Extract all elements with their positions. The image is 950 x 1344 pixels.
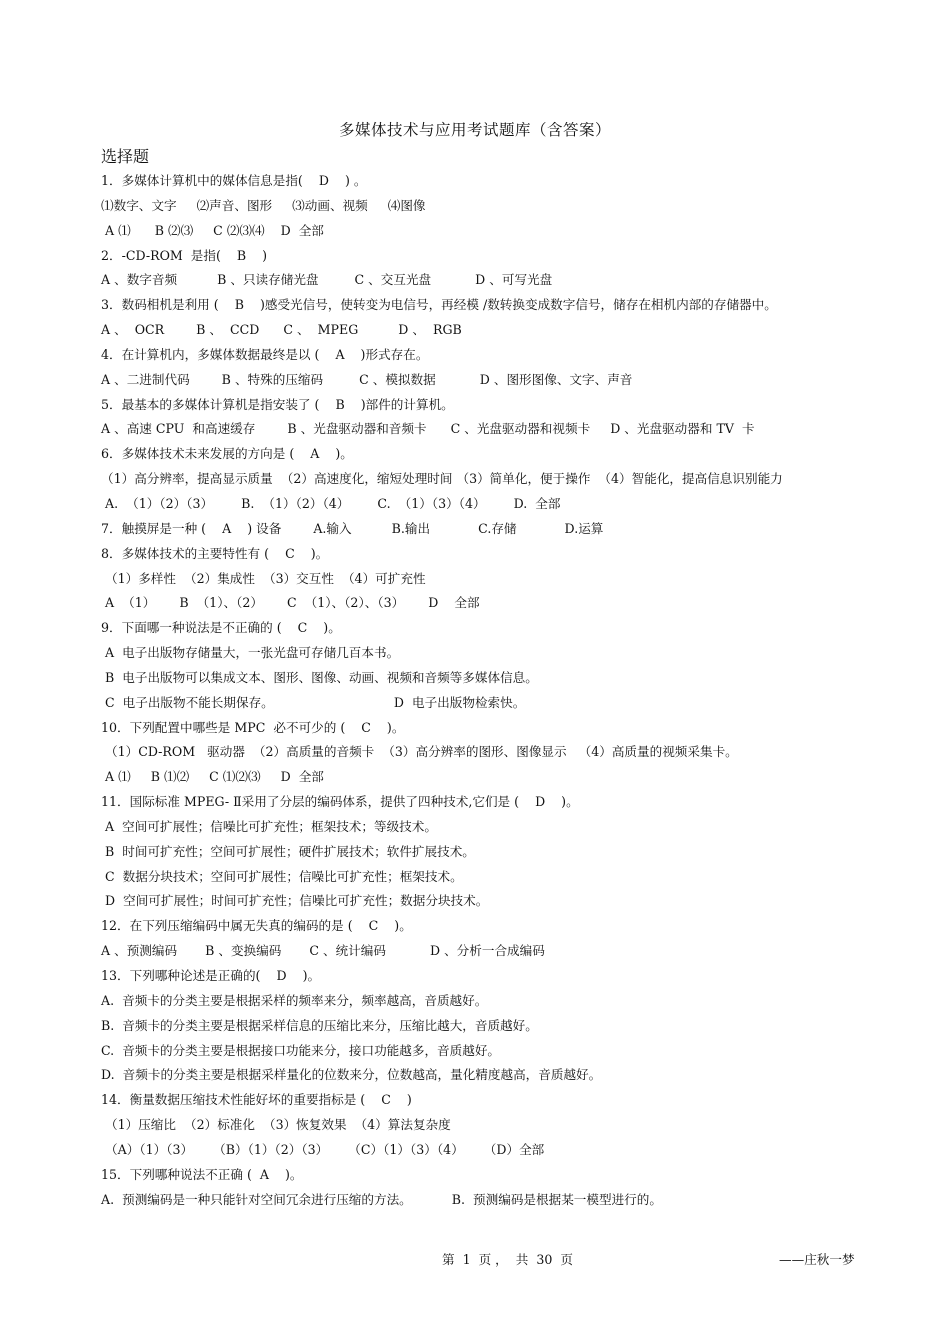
text-line: 15．下列哪种说法不正确 ( A )。 xyxy=(101,1166,303,1182)
text-line: 2．-CD-ROM 是指( B ) xyxy=(101,247,268,263)
text-line: A （1） B （1）、（2） C （1）、（2）、（3） D 全部 xyxy=(101,595,480,611)
text-line: A 空间可扩展性；信噪比可扩充性；框架技术；等级技术。 xyxy=(101,818,437,834)
text-line: 8．多媒体技术的主要特性有 ( C )。 xyxy=(101,545,329,561)
text-line: A ⑴ B ⑵⑶ C ⑵⑶⑷ D 全部 xyxy=(101,222,324,238)
text-line: A 、高速 CPU 和高速缓存 B 、光盘驱动器和音频卡 C 、光盘驱动器和视频卡 D 、光盘驱动器和 TV 卡 xyxy=(101,421,755,437)
text-line: A. 预测编码是一种只能针对空间冗余进行压缩的方法。 B. 预测编码是根据某一模型进行的。 xyxy=(101,1191,662,1207)
text-line: 5．最基本的多媒体计算机是指安装了 ( B )部件的计算机。 xyxy=(101,396,454,412)
text-line: A 、 OCR B 、 CCD C 、 MPEG D 、 RGB xyxy=(101,322,462,338)
question-list xyxy=(101,169,891,1212)
text-line: 6．多媒体技术未来发展的方向是 ( A )。 xyxy=(101,446,353,462)
text-line: 9．下面哪一种说法是不正确的 ( C )。 xyxy=(101,620,341,636)
text-line: 3．数码相机是利用 ( B )感受光信号，使转变为电信号，再经模 /数转换变成数字信号，储存在相机内部的存储器中。 xyxy=(101,297,777,313)
text-line: （1）高分辨率，提高显示质量 （2）高速度化，缩短处理时间 （3）简单化，便于操作 （4）智能化，提高信息识别能力 xyxy=(101,471,783,487)
text-line: 10．下列配置中哪些是 MPC 必不可少的 ( C )。 xyxy=(101,719,405,735)
text-line: 12．在下列压缩编码中属无失真的编码的是 ( C )。 xyxy=(101,918,412,934)
text-line: （1）压缩比 （2）标准化 （3）恢复效果 （4）算法复杂度 xyxy=(101,1117,451,1133)
footer-author: ——庄秋一梦 xyxy=(779,1252,855,1267)
text-line: C 电子出版物不能长期保存。 D 电子出版物检索快。 xyxy=(101,694,526,710)
text-line: （1）CD-ROM 驱动器 （2）高质量的音频卡 （3）高分辨率的图形、图像显示 （4）高质量的视频采集卡。 xyxy=(101,744,738,760)
text-line: B. 音频卡的分类主要是根据采样信息的压缩比来分，压缩比越大，音质越好。 xyxy=(101,1017,538,1033)
text-line: 13．下列哪种论述是正确的( D )。 xyxy=(101,968,321,983)
text-line: 1．多媒体计算机中的媒体信息是指( D ) 。 xyxy=(101,173,367,188)
text-line: 14．衡量数据压缩技术性能好坏的重要指标是 ( C ) xyxy=(101,1092,412,1108)
text-line: B 时间可扩充性；空间可扩展性；硬件扩展技术；软件扩展技术。 xyxy=(101,843,475,859)
text-line: A 、预测编码 B 、变换编码 C 、统计编码 D 、分析一合成编码 xyxy=(101,943,545,959)
text-line: （1）多样性 （2）集成性 （3）交互性 （4）可扩充性 xyxy=(101,570,426,586)
section-heading: 选择题 xyxy=(101,147,150,166)
text-line: 11．国际标准 MPEG- Ⅱ采用了分层的编码体系，提供了四种技术,它们是 ( D )。 xyxy=(101,794,579,810)
text-line: D. 音频卡的分类主要是根据采样量化的位数来分，位数越高，量化精度越高，音质越好。 xyxy=(101,1067,602,1083)
text-line: 7．触摸屏是一种 ( A ) 设备 A.输入 B.输出 C.存储 D.运算 xyxy=(101,520,604,536)
text-line: A 、数字音频 B 、只读存储光盘 C 、交互光盘 D 、可写光盘 xyxy=(101,272,553,288)
text-line: A 、二进制代码 B 、特殊的压缩码 C 、模拟数据 D 、图形图像、文字、声音 xyxy=(101,371,633,387)
text-line: D 空间可扩展性；时间可扩充性；信噪比可扩充性；数据分块技术。 xyxy=(101,893,489,909)
text-line: A. （1）（2）（3） B. （1）（2）（4） C. （1）（3）（4） D. 全部 xyxy=(101,495,561,511)
page-number: 第 1 页 ， 共 30 页 xyxy=(441,1252,574,1267)
text-line: C. 音频卡的分类主要是根据接口功能来分，接口功能越多，音质越好。 xyxy=(101,1042,501,1058)
text-line: C 数据分块技术；空间可扩展性；信噪比可扩充性；框架技术。 xyxy=(101,868,463,884)
text-line: 4．在计算机内，多媒体数据最终是以 ( A )形式存在。 xyxy=(101,346,429,362)
text-line: B 电子出版物可以集成文本、图形、图像、动画、视频和音频等多媒体信息。 xyxy=(101,669,538,685)
page-title: 多媒体技术与应用考试题库（含答案） xyxy=(338,121,611,139)
text-line: A. 音频卡的分类主要是根据采样的频率来分，频率越高，音质越好。 xyxy=(101,992,488,1008)
text-line: ⑴数字、文字 ⑵声音、图形 ⑶动画、视频 ⑷图像 xyxy=(101,197,426,213)
text-line: A ⑴ B ⑴⑵ C ⑴⑵⑶ D 全部 xyxy=(101,769,324,785)
text-line: （A）（1）（3） （B）（1）（2）（3） （C）（1）（3）（4） （D）全部 xyxy=(101,1141,545,1157)
text-line: A 电子出版物存储量大，一张光盘可存储几百本书。 xyxy=(101,645,400,661)
